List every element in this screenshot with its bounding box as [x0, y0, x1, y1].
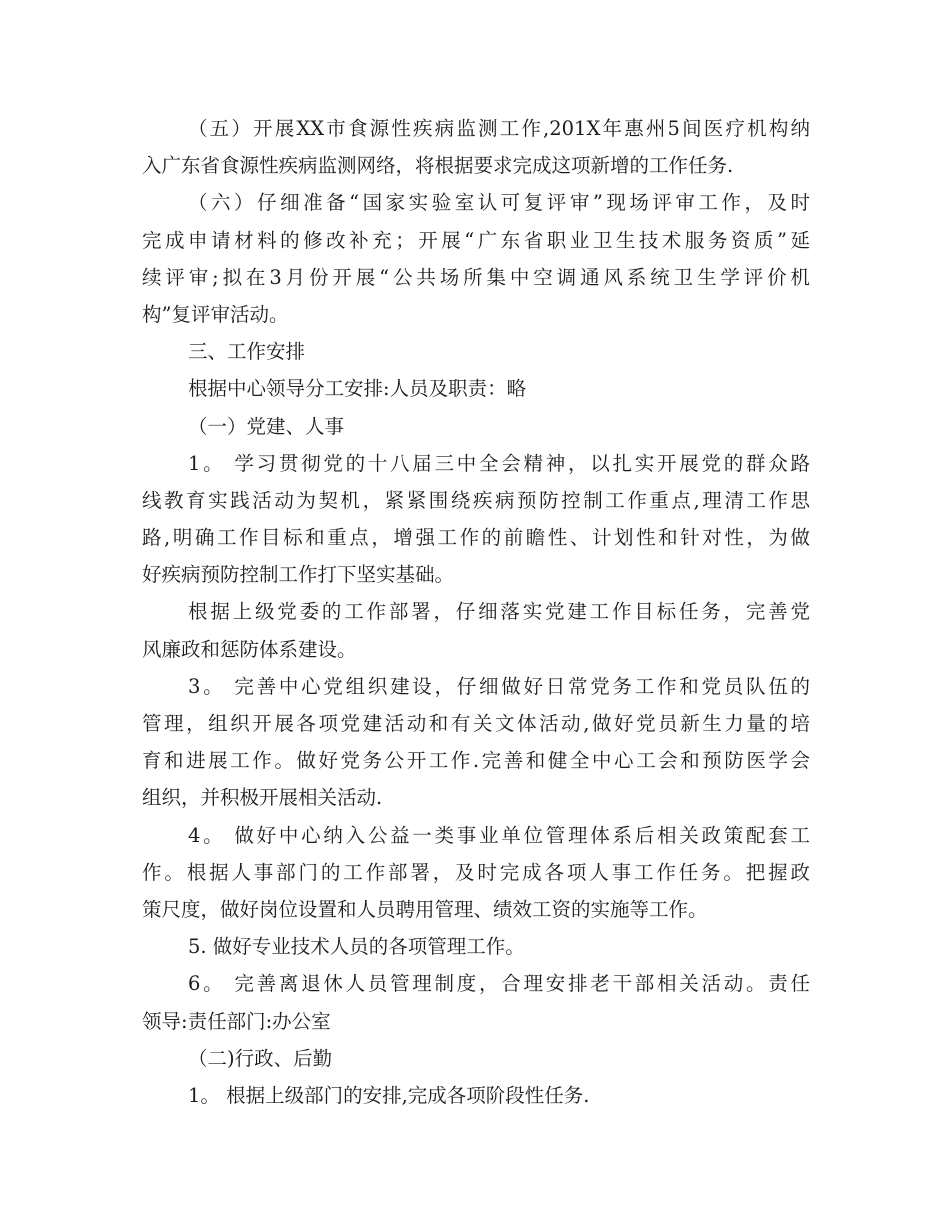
text-line: 完成申请材料的修改补充；开展“广东省职业卫生技术服务资质”延	[142, 228, 810, 252]
text-line: （五）开展XX市食源性疾病监测工作,201X年惠州5间医疗机构纳	[188, 117, 810, 140]
paragraph-party-committee	[142, 593, 810, 667]
text-line: 组织，并积极开展相关活动.	[142, 786, 383, 810]
text-line: 1。 根据上级部门的安排,完成各项阶段性任务.	[188, 1083, 590, 1107]
text-line: 育和进展工作。做好党务公开工作.完善和健全中心工会和预防医学会	[142, 749, 810, 773]
text-line: 根据上级党委的工作部署，仔细落实党建工作目标任务，完善党	[188, 600, 810, 624]
document-body	[142, 110, 810, 1114]
section-heading-work-arrangement	[142, 333, 810, 370]
paragraph-item-5	[142, 928, 810, 965]
paragraph-item-6	[142, 965, 810, 1039]
paragraph-division-of-labor	[142, 370, 810, 407]
text-line: 领导:责任部门:办公室	[142, 1009, 331, 1033]
paragraph-item-1	[142, 445, 810, 594]
text-line: 6。 完善离退休人员管理制度，合理安排老干部相关活动。责任	[188, 972, 810, 996]
paragraph-item-3	[142, 668, 810, 817]
text-line: （二)行政、后勤	[188, 1046, 333, 1070]
text-line: （一）党建、人事	[188, 414, 345, 438]
paragraph-item-4	[142, 817, 810, 929]
subsection-heading-party-personnel	[142, 408, 810, 445]
text-line: 作。根据人事部门的工作部署，及时完成各项人事工作任务。把握政	[142, 860, 810, 884]
text-line: 4。 做好中心纳入公益一类事业单位管理体系后相关政策配套工	[188, 823, 810, 847]
text-line: 线教育实践活动为契机，紧紧围绕疾病预防控制工作重点,理清工作思	[142, 488, 810, 512]
text-line: 续评审;拟在3月份开展“公共场所集中空调通风系统卫生学评价机	[142, 265, 810, 289]
text-line: 管理，组织开展各项党建活动和有关文体活动,做好党员新生力量的培	[142, 712, 810, 735]
paragraph-5-foodborne-monitoring	[142, 110, 810, 184]
text-line: 三、工作安排	[188, 340, 306, 364]
paragraph-6-lab-accreditation	[142, 184, 810, 333]
text-line: 1。 学习贯彻党的十八届三中全会精神，以扎实开展党的群众路	[188, 451, 810, 475]
text-line: 风廉政和惩防体系建设。	[142, 637, 357, 661]
text-line: 根据中心领导分工安排:人员及职责：略	[188, 377, 527, 401]
text-line: 策尺度，做好岗位设置和人员聘用管理、绩效工资的实施等工作。	[142, 897, 708, 921]
text-line: 路,明确工作目标和重点，增强工作的前瞻性、计划性和针对性，为做	[142, 526, 810, 550]
paragraph-admin-item-1	[142, 1077, 810, 1114]
text-line: 入广东省食源性疾病监测网络，将根据要求完成这项新增的工作任务.	[142, 154, 734, 178]
text-line: 构”复评审活动。	[142, 302, 289, 326]
subsection-heading-admin-logistics	[142, 1040, 810, 1077]
text-line: （六）仔细准备“国家实验室认可复评审”现场评审工作，及时	[188, 191, 810, 215]
text-line: 5. 做好专业技术人员的各项管理工作。	[188, 935, 525, 959]
text-line: 3。 完善中心党组织建设，仔细做好日常党务工作和党员队伍的	[188, 674, 810, 698]
text-line: 好疾病预防控制工作打下坚实基础。	[142, 563, 455, 587]
